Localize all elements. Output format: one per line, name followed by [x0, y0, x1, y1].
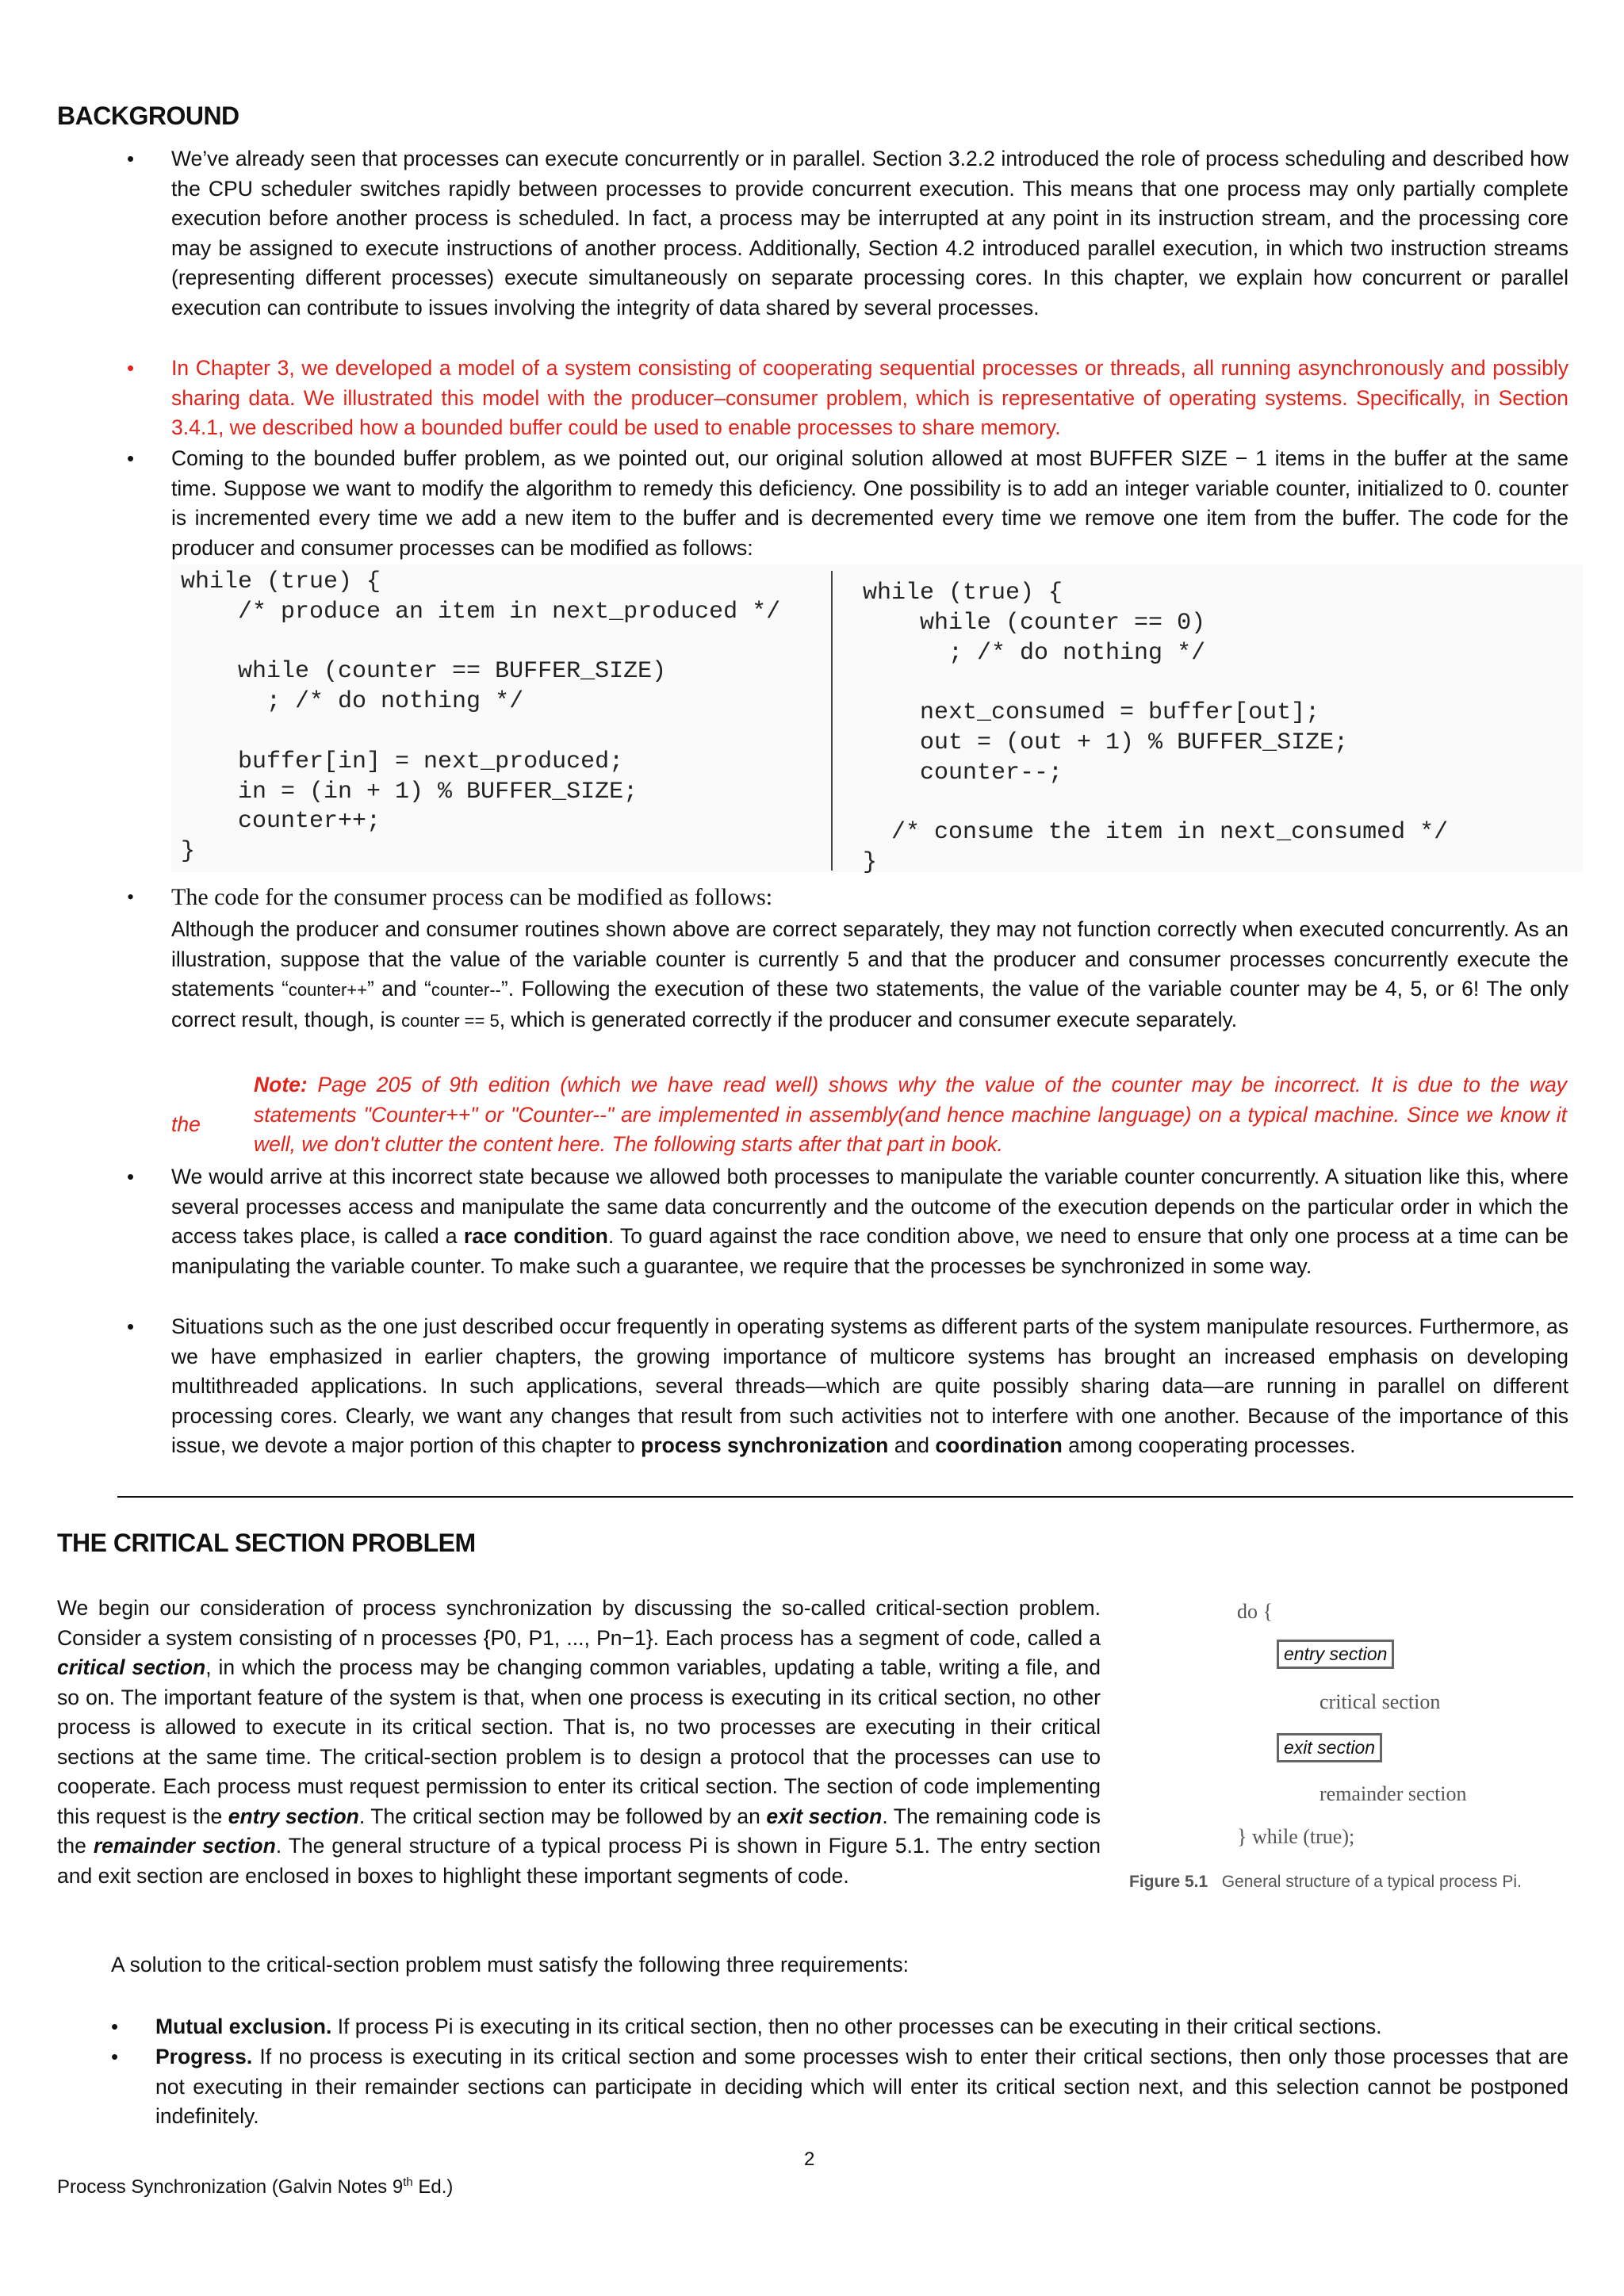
requirement-mutual-exclusion: • Mutual exclusion. If process Pi is executing in its critical section, then no other processes can be executing in their critical sections. [155, 2012, 1568, 2042]
background-paragraph-1: • We’ve already seen that processes can execute concurrently or in parallel. Section 3.2.2 introduced the role of process scheduling and described how the CPU scheduler switches rapidly between processes to provide concurrent execution. This means that one process may only partially complete execution before another process is scheduled. In fact, a process may be interrupted at any point in its instruction stream, and the processing core may be assigned to execute instructions of another process. Additionally, Section 4.2 introduced parallel execution, in which two instruction streams (representing different processes) execute simultaneously on separate processing cores. In this chapter, we explain how concurrent or parallel execution can contribute to issues involving the integrity of data shared by several processes. [171, 144, 1568, 323]
background-paragraph-3: • Coming to the bounded buffer problem, as we pointed out, our original solution allowed at most BUFFER SIZE − 1 items in the buffer at the same time. Suppose we want to modify the algorithm to remedy this deficiency. One possibility is to add an integer variable counter, initialized to 0. counter is incremented every time we add a new item to the buffer and is decremented every time we remove one item from the buffer. The code for the producer and consumer processes can be modified as follows: [171, 444, 1568, 563]
producer-code: while (true) { /* produce an item in next_produced */ while (counter == BUFFER_SIZE) ; /* do nothing */ buffer[in] = next_produced; in = (in + 1) % BUFFER_SIZE; counter++; } [181, 568, 781, 866]
entry-section-box: entry section [1277, 1640, 1394, 1669]
exit-section-box: exit section [1277, 1733, 1382, 1762]
figure-remainder-section: remainder section [1320, 1782, 1467, 1805]
figure-caption: Figure 5.1 General structure of a typical process Pi. [1129, 1873, 1522, 1891]
critical-section-heading: THE CRITICAL SECTION PROBLEM [57, 1529, 476, 1557]
note-text: Note: Page 205 of 9th edition (which we have read well) shows why the value of the counter may be incorrect. It is due to the way statements "Counter++" or "Counter--" are implemented in assembly(and hence machine language) on a typical machine. Since we know it well, we don't clutter the content here. The following starts after that part in book. [254, 1073, 1567, 1156]
figure-do: do { [1237, 1600, 1273, 1623]
consumer-caption: • The code for the consumer process can be modified as follows: [171, 882, 1568, 913]
critical-paragraph-1: We begin our consideration of process synchronization by discussing the so-called critical-section problem. Consider a system consisting of n processes {P0, P1, ..., Pn−1}. Each process has a segment of code, called a critical section, in which the process may be changing common variables, updating a table, writing a file, and so on. The important feature of the system is that, when one process is executing in its critical section, no other process is allowed to execute in its critical section. That is, no two processes are executing in their critical sections at the same time. The critical-section problem is to design a protocol that the processes can use to cooperate. Each process must request permission to enter its critical section. The section of code implementing this request is the entry section. The critical section may be followed by an exit section. The remaining code is the remainder section. The general structure of a typical process Pi is shown in Figure 5.1. The entry section and exit section are enclosed in boxes to highlight these important segments of code. [57, 1596, 1101, 1888]
background-paragraph-2: • In Chapter 3, we developed a model of a system consisting of cooperating sequential processes or threads, all running asynchronously and possibly sharing data. We illustrated this model with the producer–consumer problem, which is representative of operating systems. Specifically, in Section 3.4.1, we described how a bounded buffer could be used to enable processes to share memory. [171, 354, 1568, 443]
note-the: the [171, 1112, 201, 1136]
requirements-intro: A solution to the critical-section problem must satisfy the following three requirements: [111, 1953, 909, 1976]
figure-critical-section: critical section [1320, 1690, 1441, 1713]
background-heading: BACKGROUND [57, 101, 239, 130]
requirement-progress: • Progress. If no process is executing in its critical section and some processes wish to enter their critical sections, then only those processes that are not executing in their remainder sections can participate in deciding which will enter its critical section next, and this selection cannot be postponed indefinitely. [155, 2042, 1568, 2132]
code-divider [831, 571, 833, 871]
background-paragraph-5: • We would arrive at this incorrect state because we allowed both processes to manipulate the variable counter concurrently. A situation like this, where several processes access and manipulate the same data concurrently and the outcome of the execution depends on the particular order in which the access takes place, is called a race condition. To guard against the race condition above, we need to ensure that only one process at a time can be manipulating the variable counter. To make such a guarantee, we require that the processes be synchronized in some way. [171, 1162, 1568, 1281]
section-divider [117, 1496, 1573, 1498]
background-paragraph-6: • Situations such as the one just described occur frequently in operating systems as different parts of the system manipulate resources. Furthermore, as we have emphasized in earlier chapters, the growing importance of multicore systems has brought an increased emphasis on developing multithreaded applications. In such applications, several threads—which are quite possibly sharing data—are running in parallel on different processing cores. Clearly, we want any changes that result from such activities not to interfere with one another. Because of the importance of this issue, we devote a major portion of this chapter to process synchronization and coordination among cooperating processes. [171, 1312, 1568, 1461]
consumer-code: while (true) { while (counter == 0) ; /* do nothing */ next_consumed = buffer[out]; out = (out + 1) % BUFFER_SIZE; counter--; /* consume the item in next_consumed */ } [863, 580, 1449, 877]
footer-title: Process Synchronization (Galvin Notes 9th Ed.) [57, 2175, 454, 2198]
page-number: 2 [804, 2149, 815, 2170]
background-paragraph-4: Although the producer and consumer routines shown above are correct separately, they may not function correctly when executed concurrently. As an illustration, suppose that the value of the variable counter is currently 5 and that the producer and consumer processes concurrently execute the statements “counter++” and “counter--”. Following the execution of these two statements, the value of the variable counter may be 4, 5, or 6! The only correct result, though, is counter == 5, which is generated correctly if the producer and consumer execute separately. [171, 917, 1568, 1031]
figure-while: } while (true); [1237, 1825, 1355, 1848]
